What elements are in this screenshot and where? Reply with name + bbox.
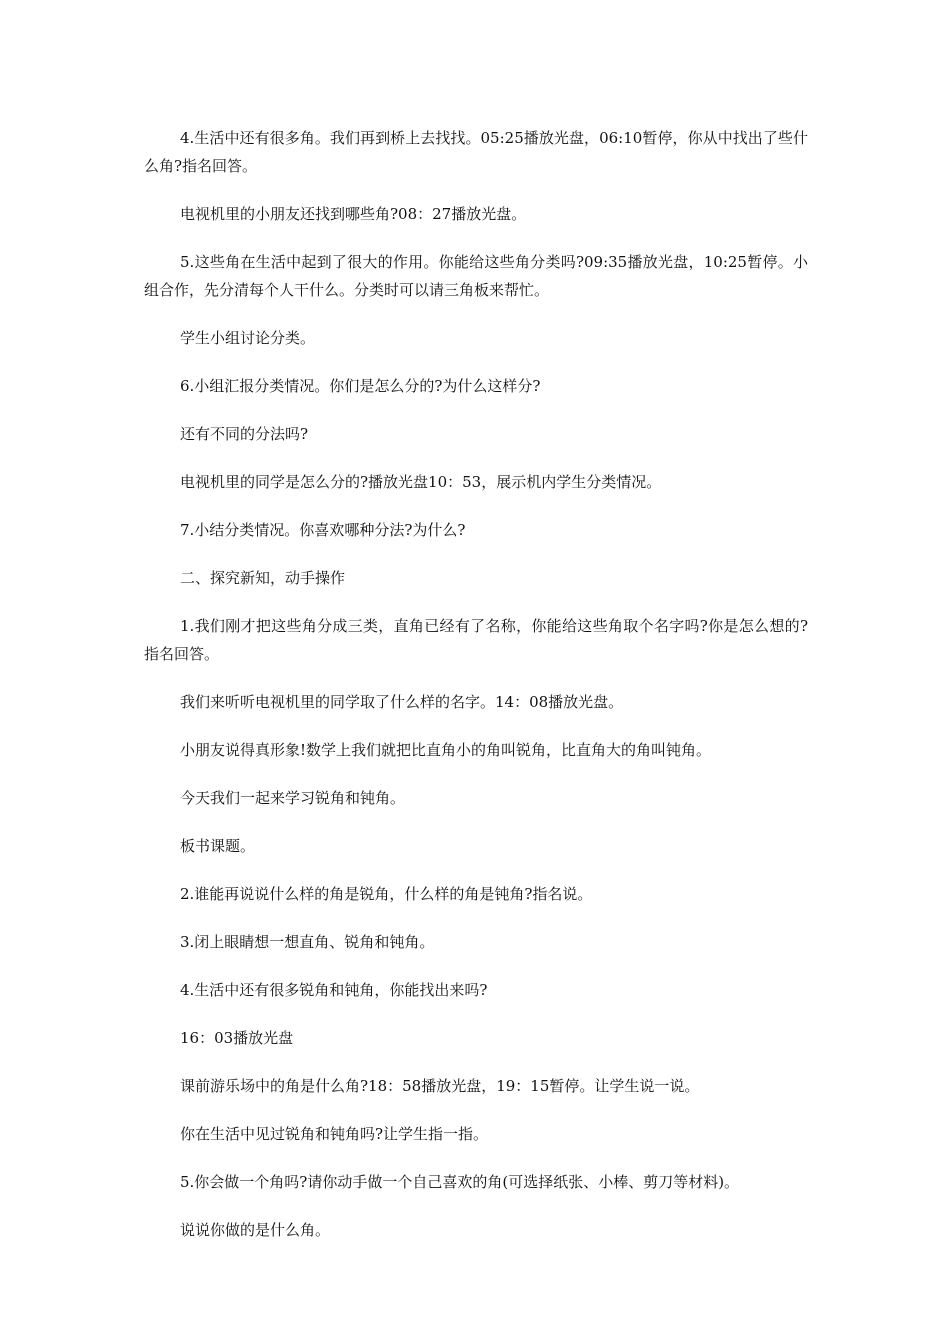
paragraph-1: 4.生活中还有很多角。我们再到桥上去找找。05:25播放光盘，06:10暂停，你从中找出了些什么角?指名回答。 <box>144 129 808 175</box>
document-body <box>144 124 808 1264</box>
paragraph-13: 今天我们一起来学习锐角和钝角。 <box>180 789 406 807</box>
paragraph-2: 电视机里的小朋友还找到哪些角?08：27播放光盘。 <box>180 205 527 223</box>
paragraph-17: 4.生活中还有很多锐角和钝角，你能找出来吗? <box>180 981 488 999</box>
paragraph-18: 16：03播放光盘 <box>180 1029 294 1047</box>
paragraph-12: 小朋友说得真形象!数学上我们就把比直角小的角叫锐角，比直角大的角叫钝角。 <box>180 741 712 759</box>
paragraph-22: 说说你做的是什么角。 <box>180 1221 331 1239</box>
paragraph-5: 6.小组汇报分类情况。你们是怎么分的?为什么这样分? <box>180 377 541 395</box>
paragraph-11: 我们来听听电视机里的同学取了什么样的名字。14：08播放光盘。 <box>180 693 624 711</box>
paragraph-8: 7.小结分类情况。你喜欢哪种分法?为什么? <box>180 521 466 539</box>
paragraph-16: 3.闭上眼睛想一想直角、锐角和钝角。 <box>180 933 435 951</box>
paragraph-10: 1.我们刚才把这些角分成三类，直角已经有了名称，你能给这些角取个名字吗?你是怎么想的?指名回答。 <box>144 617 808 663</box>
paragraph-19: 课前游乐场中的角是什么角?18：58播放光盘，19：15暂停。让学生说一说。 <box>180 1077 700 1095</box>
paragraph-6: 还有不同的分法吗? <box>180 425 309 443</box>
paragraph-20: 你在生活中见过锐角和钝角吗?让学生指一指。 <box>180 1125 489 1143</box>
paragraph-21: 5.你会做一个角吗?请你动手做一个自己喜欢的角(可选择纸张、小棒、剪刀等材料)。 <box>180 1173 740 1191</box>
paragraph-14: 板书课题。 <box>180 837 256 855</box>
paragraph-4: 学生小组讨论分类。 <box>180 329 316 347</box>
section-heading: 二、探究新知，动手操作 <box>180 569 346 587</box>
paragraph-15: 2.谁能再说说什么样的角是锐角，什么样的角是钝角?指名说。 <box>180 885 593 903</box>
paragraph-7: 电视机里的同学是怎么分的?播放光盘10：53，展示机内学生分类情况。 <box>180 473 662 491</box>
paragraph-3: 5.这些角在生活中起到了很大的作用。你能给这些角分类吗?09:35播放光盘，10:25暂停。小组合作，先分清每个人干什么。分类时可以请三角板来帮忙。 <box>144 253 808 299</box>
